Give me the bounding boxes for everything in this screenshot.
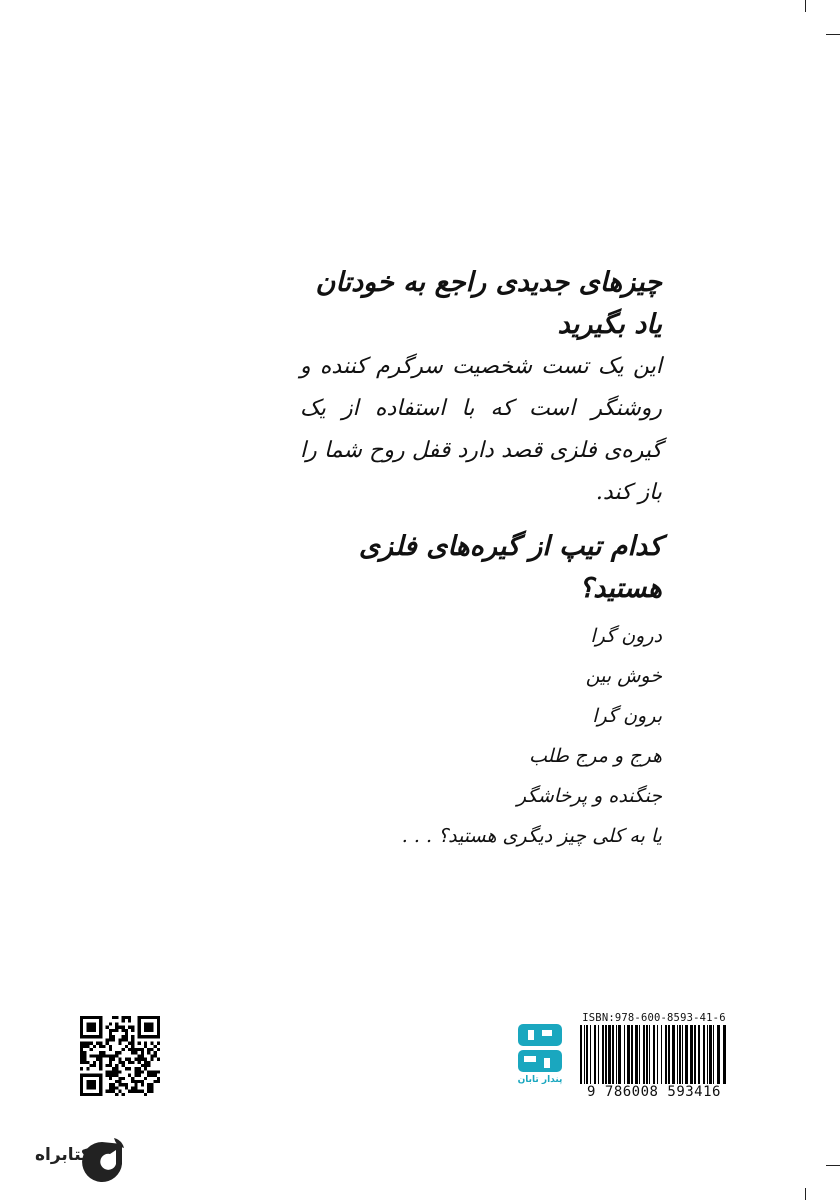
heading-learn-new-things: چیزهای جدیدی راجع به خودتان یاد بگیرید — [315, 267, 662, 340]
crop-mark-right-bottom — [826, 1165, 840, 1166]
crop-mark-right-top — [826, 34, 840, 35]
list-item: هرج و مرج طلب — [528, 745, 662, 767]
personality-options — [300, 616, 662, 856]
list-item: درون گرا — [590, 625, 662, 647]
list-item: جنگنده و پرخاشگر — [516, 785, 662, 807]
heading-which-type: کدام تیپ از گیره‌های فلزی هستید؟ — [358, 531, 662, 604]
isbn-barcode — [574, 1012, 734, 1104]
list-item: خوش بین — [585, 665, 662, 687]
list-item: یا به کلی چیز دیگری هستید؟ . . . — [401, 825, 662, 847]
qr-code-icon — [80, 1016, 160, 1096]
publisher-name: پندار تابان — [517, 1075, 563, 1085]
isbn-label: ISBN:978-600-8593-41-6 — [582, 1012, 726, 1024]
crop-mark-bottom — [805, 1188, 806, 1200]
description-paragraph: این یک تست شخصیت سرگرم کننده و روشنگر است که با استفاده از یک گیره‌ی فلزی قصد دارد قفل روح شما را باز کند. — [300, 354, 662, 505]
back-cover-text — [300, 262, 662, 856]
ean-digits: 9 786008 593416 — [574, 1084, 734, 1100]
ketabrah-logo-text: کتابراه — [34, 1145, 92, 1165]
crop-mark-top — [805, 0, 806, 12]
list-item: برون گرا — [592, 705, 662, 727]
